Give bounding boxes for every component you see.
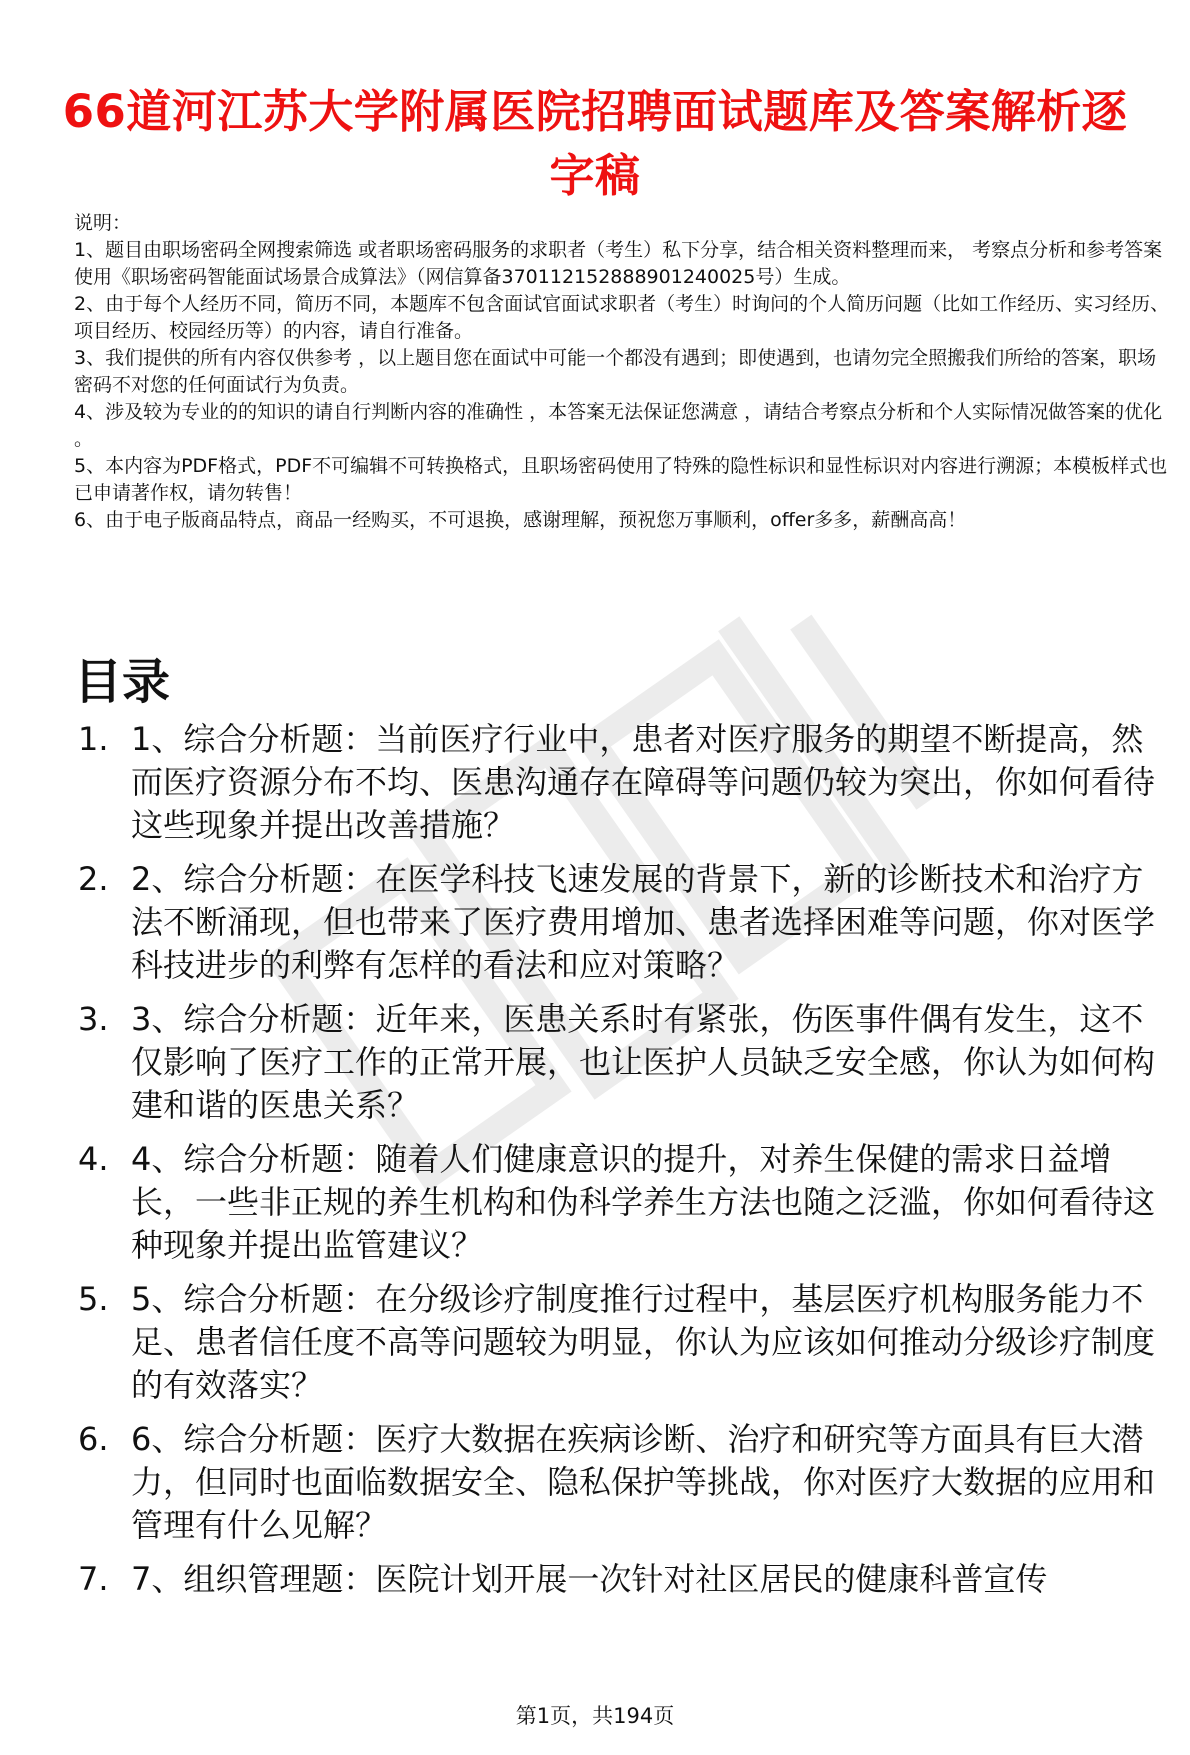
toc-entry-number: 2. <box>78 860 109 898</box>
toc-entry[interactable] <box>78 1558 1173 1601</box>
toc-entry-text: 6、综合分析题：医疗大数据在疾病诊断、治疗和研究等方面具有巨大潜力，但同时也面临数据安全、隐私保护等挑战，你对医疗大数据的应用和管理有什么见解？ <box>131 1420 1156 1544</box>
page-number-footer: 第1页，共194页 <box>515 1704 675 1728</box>
instruction-item: 4、涉及较为专业的的知识的请自行判断内容的准确性 ，本答案无法保证您满意 ，请结合考察点分析和个人实际情况做答案的优化 。 <box>74 401 1163 450</box>
toc-entry-text: 3、综合分析题：近年来，医患关系时有紧张，伤医事件偶有发生，这不仅影响了医疗工作的正常开展，也让医护人员缺乏安全感，你认为如何构建和谐的医患关系？ <box>131 1000 1156 1124</box>
instruction-item: 6、由于电子版商品特点，商品一经购买，不可退换，感谢理解，预祝您万事顺利，offer多多，薪酬高高！ <box>74 509 967 531</box>
toc-entry-text: 5、综合分析题：在分级诊疗制度推行过程中，基层医疗机构服务能力不足、患者信任度不高等问题较为明显，你认为应该如何推动分级诊疗制度的有效落实？ <box>131 1280 1156 1404</box>
toc-entry-text: 2、综合分析题：在医学科技飞速发展的背景下，新的诊断技术和治疗方法不断涌现，但也带来了医疗费用增加、患者选择困难等问题，你对医学科技进步的利弊有怎样的看法和应对策略？ <box>131 860 1156 984</box>
toc-entry[interactable] <box>78 1138 1173 1267</box>
toc-entry-text: 1、综合分析题：当前医疗行业中，患者对医疗服务的期望不断提高，然而医疗资源分布不均、医患沟通存在障碍等问题仍较为突出，你如何看待这些现象并提出改善措施？ <box>131 720 1156 844</box>
toc-entry-number: 7. <box>78 1560 109 1598</box>
toc-entry-text: 7、组织管理题：医院计划开展一次针对社区居民的健康科普宣传 <box>131 1560 1048 1598</box>
toc-entry[interactable] <box>78 1418 1173 1547</box>
toc-entry-number: 4. <box>78 1140 109 1178</box>
toc-entry-text: 4、综合分析题：随着人们健康意识的提升，对养生保健的需求日益增长，一些非正规的养生机构和伪科学养生方法也随之泛滥，你如何看待这种现象并提出监管建议？ <box>131 1140 1156 1264</box>
instructions-block <box>74 210 1174 534</box>
table-of-contents <box>78 718 1173 1612</box>
toc-heading: 目录 <box>74 653 171 710</box>
instructions-label: 说明： <box>74 212 132 234</box>
toc-entry[interactable] <box>78 718 1173 847</box>
toc-entry-number: 3. <box>78 1000 109 1038</box>
toc-entry[interactable] <box>78 998 1173 1127</box>
instruction-item: 1、题目由职场密码全网搜索筛选 或者职场密码服务的求职者（考生）私下分享，结合相关资料整理而来， 考察点分析和参考答案使用《职场密码智能面试场景合成算法》（网信算备370112152888901240025号）生成。 <box>74 239 1163 288</box>
toc-entry-number: 1. <box>78 720 109 758</box>
toc-entry-number: 5. <box>78 1280 109 1318</box>
toc-entry[interactable] <box>78 1278 1173 1407</box>
instruction-item: 2、由于每个人经历不同，简历不同，本题库不包含面试官面试求职者（考生）时询问的个人简历问题（比如工作经历、实习经历、项目经历、校园经历等）的内容，请自行准备。 <box>74 293 1170 342</box>
document-title: 66道河江苏大学附属医院招聘面试题库及答案解析逐字稿 <box>62 85 1128 203</box>
instruction-item: 3、我们提供的所有内容仅供参考 ，以上题目您在面试中可能一个都没有遇到；即使遇到，也请勿完全照搬我们所给的答案，职场密码不对您的任何面试行为负责。 <box>74 347 1157 396</box>
toc-entry[interactable] <box>78 858 1173 987</box>
instruction-item: 5、本内容为PDF格式，PDF不可编辑不可转换格式，且职场密码使用了特殊的隐性标识和显性标识对内容进行溯源；本模板样式也已申请著作权，请勿转售！ <box>74 455 1168 504</box>
toc-entry-number: 6. <box>78 1420 109 1458</box>
